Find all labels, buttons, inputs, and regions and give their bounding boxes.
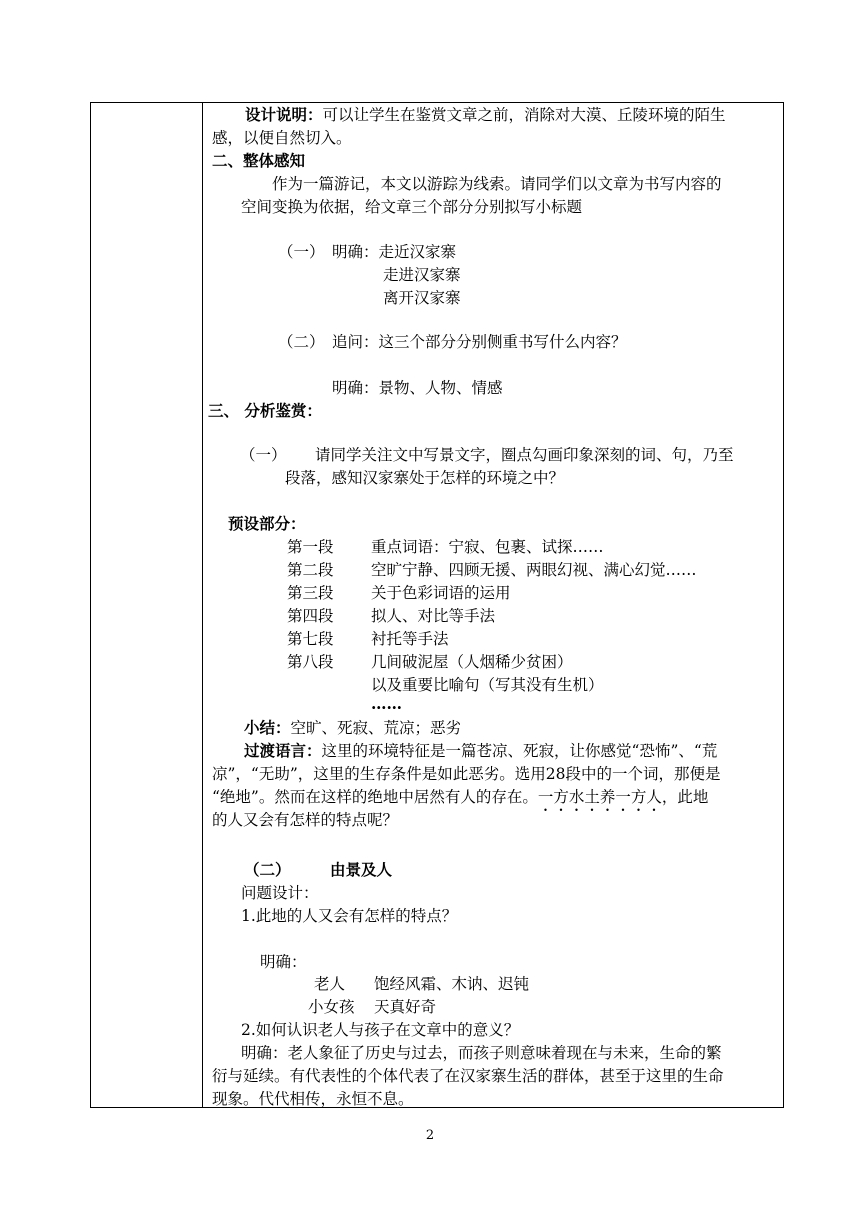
segment-desc: 关于色彩词语的运用 [371, 584, 511, 602]
text-line: 明确：老人象征了历史与过去，而孩子则意味着现在与未来，生命的繁 [241, 1044, 722, 1062]
segment-label: 第二段 [287, 561, 334, 579]
item-number: （一） [278, 243, 325, 261]
text-line: 现象。代代相传，永恒不息。 [212, 1090, 414, 1108]
text-line: 作为一篇游记，本文以游踪为线索。请同学们以文章为书写内容的 [272, 175, 722, 193]
segment-label: 第四段 [287, 607, 334, 625]
column-divider [202, 103, 203, 1107]
item-number: （一） [240, 446, 287, 464]
segment-label: 第三段 [287, 584, 334, 602]
text-line: 的人又会有怎样的特点呢？ [212, 811, 399, 829]
segment-desc: 空旷宁静、四顾无援、两眼幻视、满心幻觉…… [371, 561, 697, 579]
segment-label: 第一段 [287, 538, 334, 556]
summary-line [244, 718, 461, 738]
text-line: 走进汉家寨 [383, 266, 461, 284]
design-note-line [245, 105, 726, 125]
text-line: 离开汉家寨 [383, 289, 461, 307]
text-line: 明确：走近汉家寨 [332, 243, 457, 261]
design-note-text: 可以让学生在鉴赏文章之前，消除对大漠、丘陵环境的陌生 [322, 106, 726, 124]
person-desc: 天真好奇 [374, 998, 437, 1016]
transition-label: 过渡语言： [244, 741, 322, 760]
segment-desc: 几间破泥屋（人烟稀少贫困） [371, 653, 573, 671]
person-label: 小女孩 [308, 998, 355, 1016]
segment-label: 第八段 [287, 653, 334, 671]
preset-heading: 预设部分： [228, 514, 306, 533]
transition-text: 这里的环境特征是一篇苍凉、死寂，让你感觉“恐怖”、“荒 [321, 742, 718, 760]
segment-label: 第七段 [287, 630, 334, 648]
page-number: 2 [425, 1128, 435, 1143]
segment-desc: 衬托等手法 [371, 630, 449, 648]
summary-text: 空旷、死寂、荒凉；恶劣 [290, 719, 462, 737]
text-span: “绝地”。然而在这样的绝地中居然有人的存在。 [212, 788, 538, 806]
text-line: 感，以便自然切入。 [212, 129, 352, 147]
text-line: 明确： [260, 953, 307, 971]
person-label: 老人 [314, 975, 346, 993]
text-line: 以及重要比喻句（写其没有生机） [371, 676, 604, 694]
section-heading-2: 二、整体感知 [212, 151, 306, 170]
text-line: 明确：景物、人物、情感 [332, 379, 503, 397]
text-line: 空间变换为依据，给文章三个部分分别拟写小标题 [241, 198, 583, 216]
ellipsis: …… [371, 694, 402, 713]
item-number: （二） [244, 860, 291, 879]
item-number: （二） [278, 333, 325, 351]
text-line: 段落，感知汉家寨处于怎样的环境之中？ [285, 469, 565, 487]
summary-label: 小结： [244, 718, 291, 737]
text-line: 追问：这三个部分分别侧重书写什么内容？ [332, 333, 627, 351]
text-line: 2.如何认识老人与孩子在文章中的意义？ [241, 1021, 520, 1039]
person-desc: 饱经风霜、木讷、迟钝 [374, 975, 530, 993]
subsection-title: 由景及人 [330, 860, 393, 879]
transition-line [244, 741, 717, 761]
emphasized-text: 一方水土养一方人 [537, 788, 662, 806]
text-line: 凉”，“无助”，这里的生存条件是如此恶劣。选用28段中的一个词，那便是 [212, 765, 721, 783]
text-line: 请同学关注文中写景文字，圈点勾画印象深刻的词、句，乃至 [315, 446, 734, 464]
section-heading-3: 三、 分析鉴赏： [208, 401, 322, 420]
text-line: 1.此地的人又会有怎样的特点？ [241, 907, 458, 925]
design-note-label: 设计说明： [245, 105, 323, 124]
segment-desc: 拟人、对比等手法 [371, 607, 496, 625]
segment-desc: 重点词语：宁寂、包裹、试探…… [371, 538, 604, 556]
text-span: ，此地 [661, 788, 709, 806]
text-line: 问题设计： [241, 884, 319, 902]
text-line: 衍与延续。有代表性的个体代表了在汉家寨生活的群体，甚至于这里的生命 [212, 1067, 724, 1085]
